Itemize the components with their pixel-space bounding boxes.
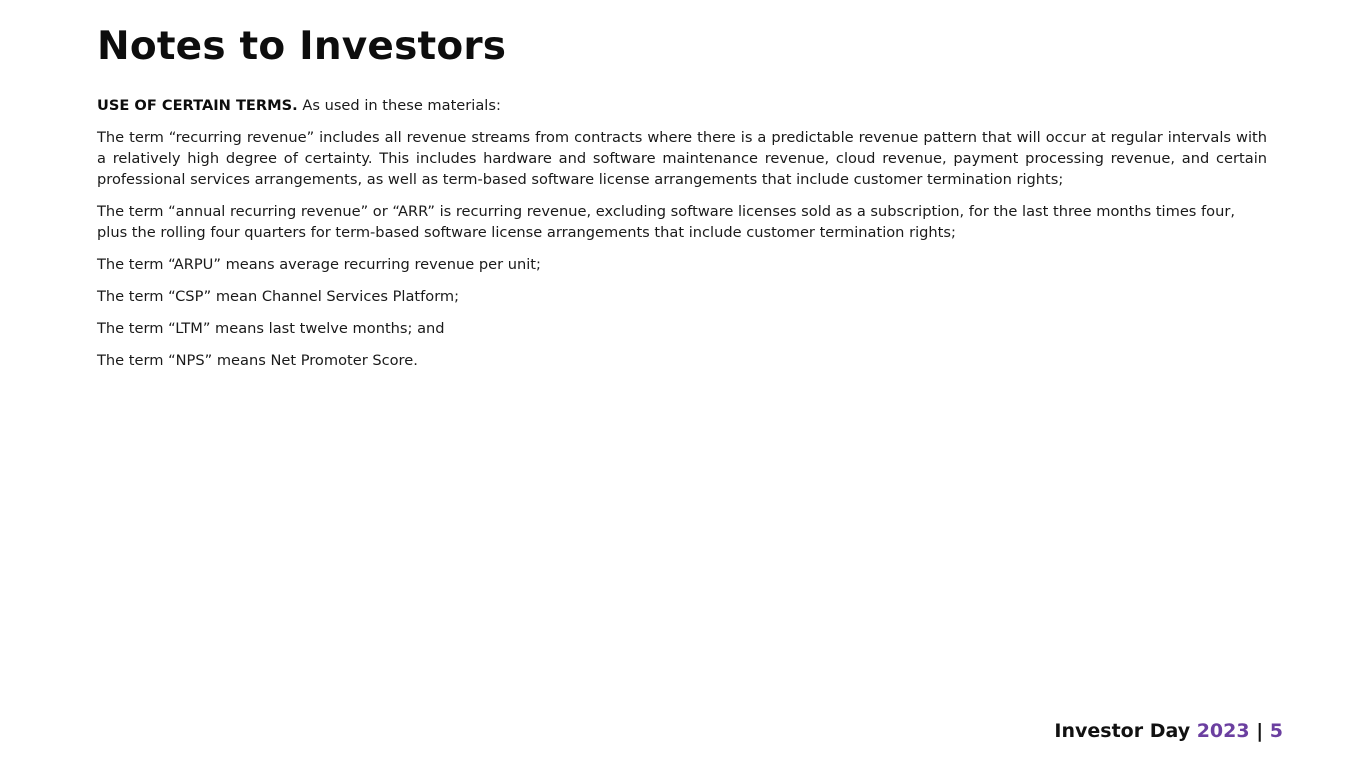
intro-text: As used in these materials: [297,97,501,114]
notes-body [97,95,1267,382]
definition-recurring-revenue: The term “recurring revenue” includes all revenue streams from contracts where there is a predictable revenue pattern that will occur at regular intervals with a relatively high degree of certainty. This includes hardware and software maintenance revenue, cloud revenue, payment processing revenue, and certain professional services arrangements, as well as term-based software license arrangements that include customer termination rights; [97,129,1267,188]
page-title: Notes to Investors [97,24,507,69]
intro-heading: USE OF CERTAIN TERMS. [97,97,298,114]
intro-line [97,95,1267,116]
definition-arr: The term “annual recurring revenue” or “ARR” is recurring revenue, excluding software licenses sold as a subscription, for the last three months times four, plus the rolling four quarters for term-based software license arrangements that include customer termination rights; [97,203,1236,241]
definition-arpu: The term “ARPU” means average recurring revenue per unit; [97,256,541,273]
footer-label: Investor Day [1054,720,1197,742]
footer-year: 2023 [1196,720,1250,742]
footer-separator: | [1249,720,1270,742]
slide-footer [1054,718,1283,744]
page-number: 5 [1269,720,1283,742]
definition-csp: The term “CSP” mean Channel Services Platform; [97,288,460,305]
definition-nps: The term “NPS” means Net Promoter Score. [97,352,418,369]
definition-ltm: The term “LTM” means last twelve months; and [97,320,445,337]
